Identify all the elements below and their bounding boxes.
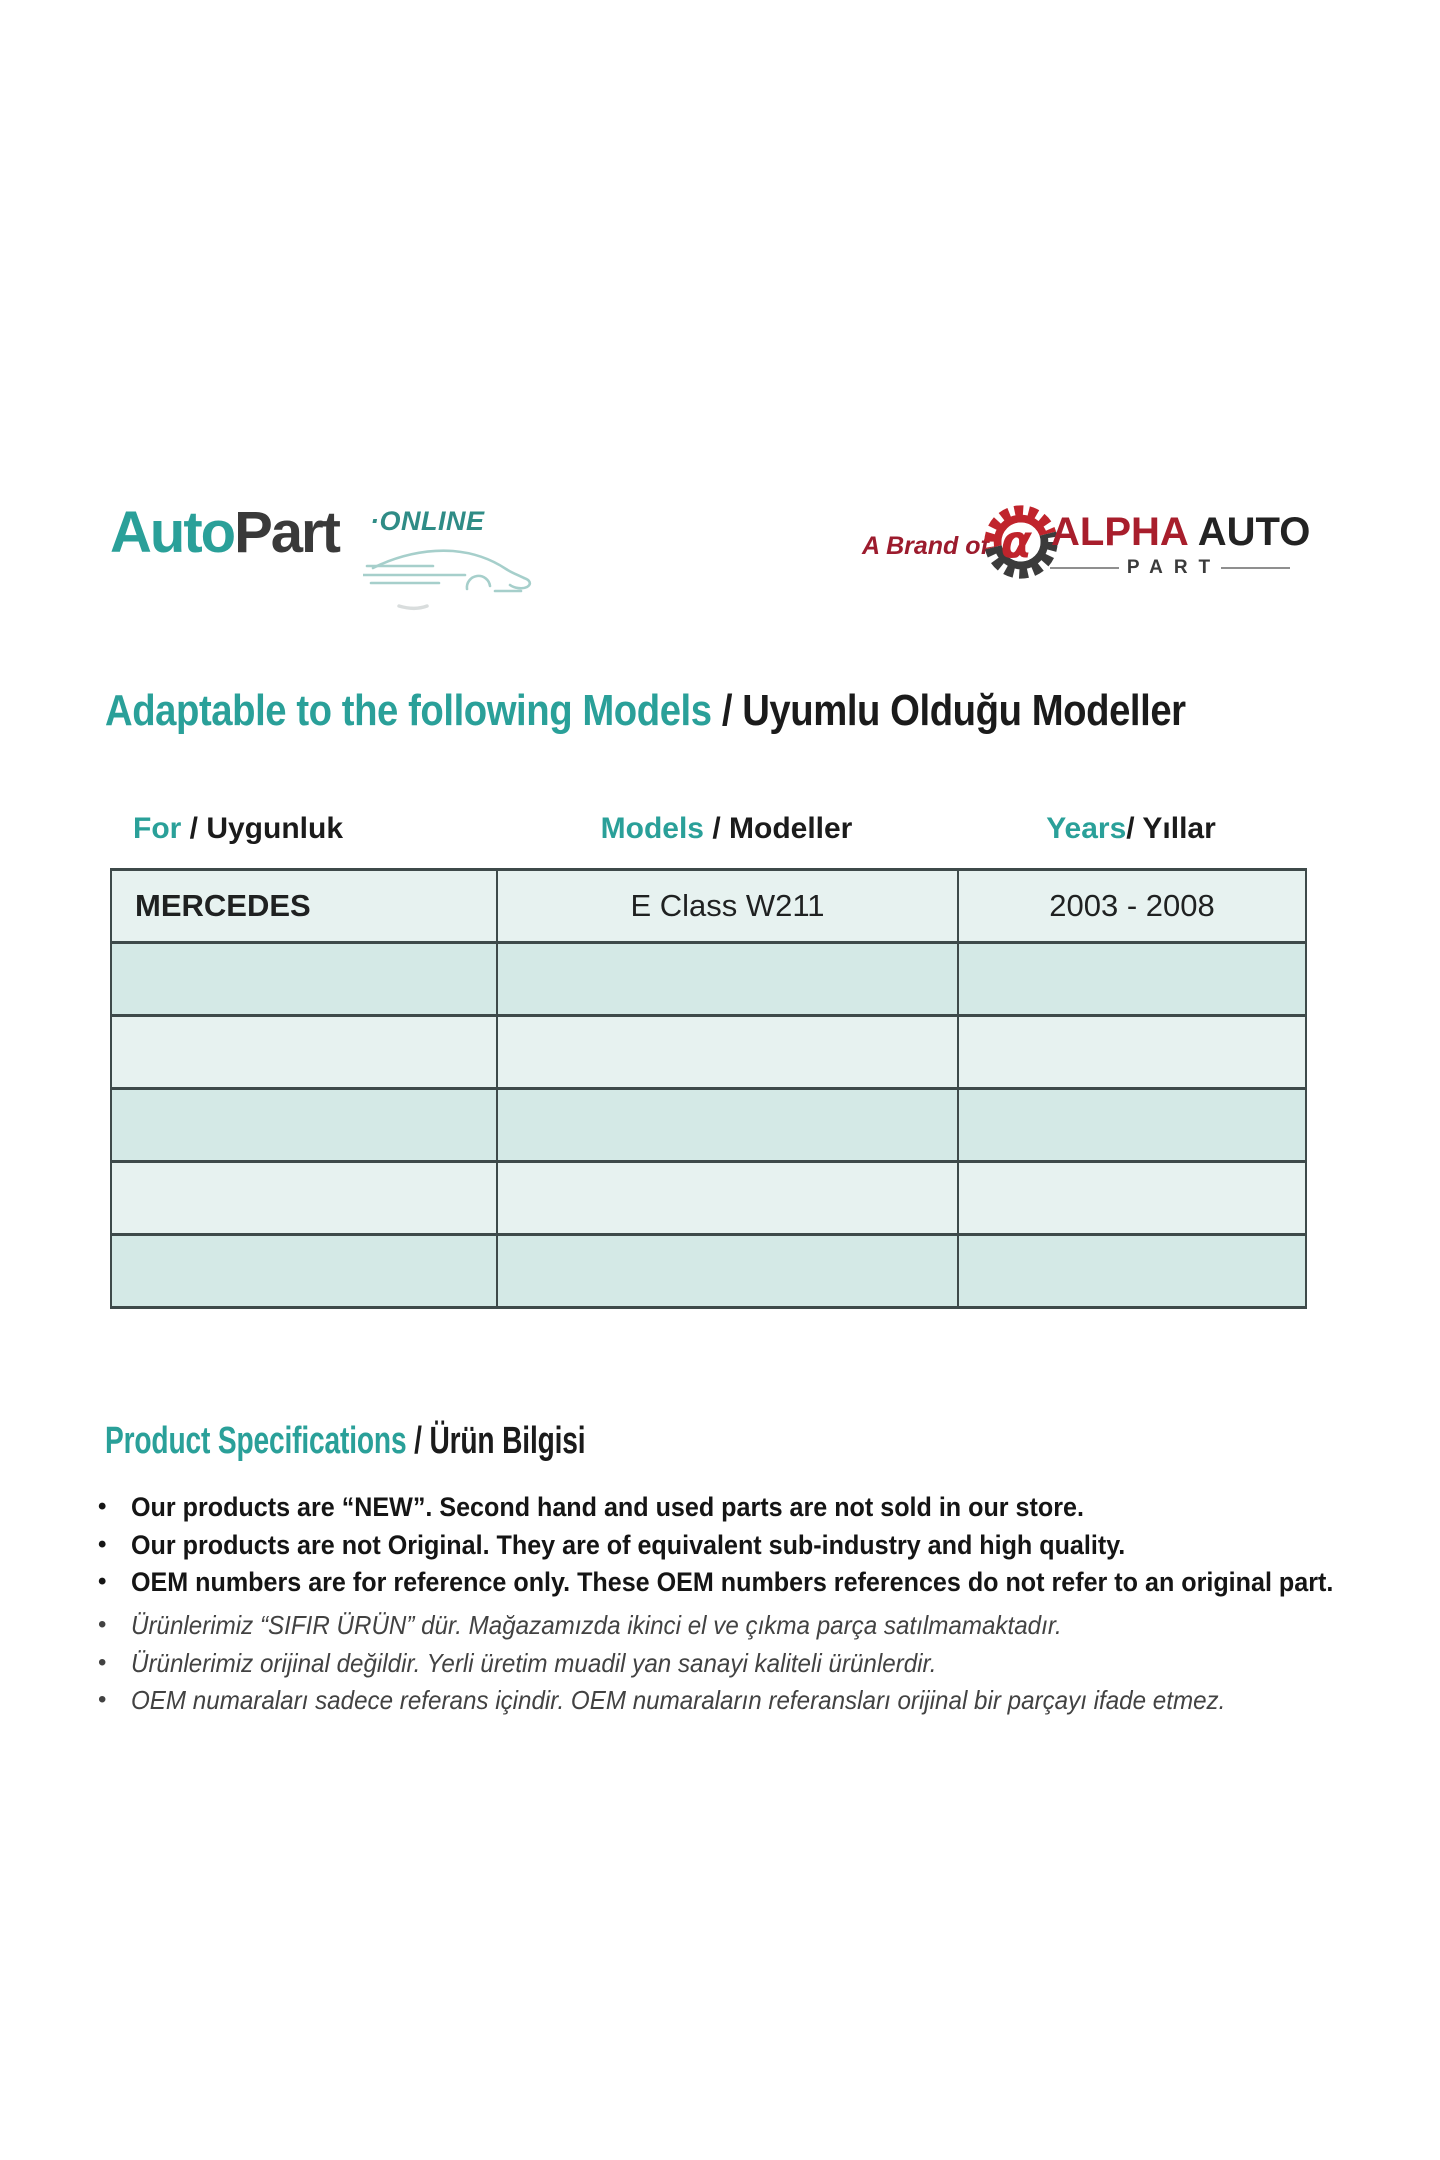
cell-years [958, 1162, 1306, 1235]
table-row [111, 1162, 1306, 1235]
table-row [111, 1089, 1306, 1162]
models-section-title [105, 686, 1186, 737]
cell-years [958, 1016, 1306, 1089]
cell-make: MERCEDES [111, 870, 497, 943]
header-models-tr: / Modeller [704, 812, 853, 845]
cell-model: E Class W211 [497, 870, 958, 943]
specs-title-en: Product Specifications [105, 1420, 407, 1462]
cell-make [111, 1235, 497, 1308]
bullet-icon: • [98, 1648, 107, 1676]
list-item [98, 1685, 1398, 1723]
bullet-text: Our products are “NEW”. Second hand and used parts are not sold in our store. [131, 1492, 1084, 1522]
bullet-icon: • [98, 1493, 107, 1520]
bullet-text: OEM numbers are for reference only. These OEM numbers references do not refer to an original part. [131, 1567, 1334, 1597]
right-dash [1221, 567, 1290, 570]
cell-years [958, 943, 1306, 1016]
cell-years: 2003 - 2008 [958, 870, 1306, 943]
part-underline [1050, 557, 1290, 579]
bullet-text: OEM numaraları sadece referans içindir. OEM numaraların referansları orijinal bir parçayı ifade etmez. [131, 1685, 1226, 1715]
cell-make [111, 1016, 497, 1089]
specs-section-title [105, 1420, 585, 1464]
column-header-for [110, 812, 496, 846]
models-title-tr: / Uyumlu Olduğu Modeller [711, 686, 1186, 735]
left-dash [1050, 567, 1119, 570]
bullet-text: Ürünlerimiz orijinal değildir. Yerli üretim muadil yan sanayi kaliteli ürünlerdir. [131, 1647, 937, 1678]
header-years-tr: / Yıllar [1126, 812, 1216, 845]
cell-model [497, 1235, 958, 1308]
cell-model [497, 1089, 958, 1162]
table-row [111, 1016, 1306, 1089]
spec-bullets-turkish [98, 1610, 1398, 1723]
header-for-en: For [133, 812, 182, 845]
svg-text:α: α [1000, 515, 1032, 569]
column-header-years [957, 812, 1305, 846]
table-row [111, 870, 1306, 943]
bullet-text: Ürünlerimiz “SIFIR ÜRÜN” dür. Mağazamızda ikinci el ve çıkma parça satılmamaktadır. [131, 1610, 1062, 1640]
list-item [98, 1530, 1398, 1568]
list-item [98, 1492, 1398, 1530]
cell-model [497, 943, 958, 1016]
bullet-icon: • [98, 1686, 107, 1713]
alpha-auto-part-logo [862, 498, 1312, 593]
bullet-icon: • [98, 1568, 107, 1595]
cell-make [111, 943, 497, 1016]
cell-make [111, 1162, 497, 1235]
logo-word-alpha: ALPHA [1051, 510, 1189, 554]
cell-years [958, 1235, 1306, 1308]
logo-word-auto: Auto [110, 500, 235, 565]
cell-model [497, 1162, 958, 1235]
table-column-headers [110, 812, 1305, 846]
header-years-en: Years [1046, 812, 1127, 845]
list-item [98, 1567, 1398, 1605]
table-row [111, 943, 1306, 1016]
list-item [98, 1648, 1398, 1686]
header-models-en: Models [600, 812, 704, 845]
brand-of-label: A Brand of [862, 532, 989, 560]
table-row [111, 1235, 1306, 1308]
logo-word-auto2: AUTO [1197, 510, 1311, 554]
models-title-en: Adaptable to the following Models [105, 686, 712, 735]
alpha-auto-wordmark [1051, 510, 1310, 555]
logo-word-part: Part [234, 500, 339, 565]
specs-title-tr: / Ürün Bilgisi [406, 1420, 586, 1462]
bullet-icon: • [98, 1530, 107, 1558]
autopart-online-logo [110, 498, 630, 613]
column-header-models [496, 812, 957, 846]
spec-bullets-english [98, 1492, 1398, 1605]
cell-years [958, 1089, 1306, 1162]
compatibility-table [110, 868, 1307, 1309]
car-sketch-icon [363, 544, 558, 612]
cell-model [497, 1016, 958, 1089]
bullet-icon: • [98, 1611, 107, 1638]
bullet-text: Our products are not Original. They are of equivalent sub-industry and high quality. [131, 1529, 1126, 1560]
header-for-tr: / Uygunluk [181, 812, 344, 845]
alpha-gear-icon [982, 498, 1060, 586]
logo-word-online: ·ONLINE [370, 506, 485, 536]
cell-make [111, 1089, 497, 1162]
list-item [98, 1610, 1398, 1648]
logo-word-part2: PART [1126, 557, 1222, 578]
